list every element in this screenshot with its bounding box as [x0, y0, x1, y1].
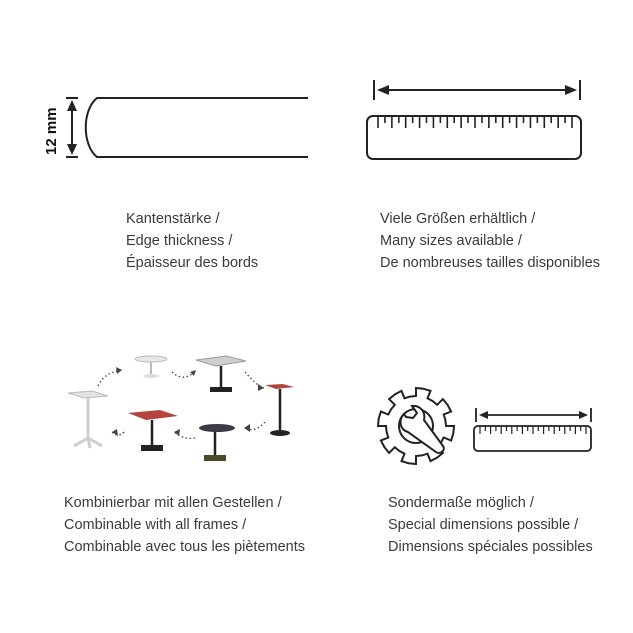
board-edge-profile — [86, 98, 308, 157]
caption-line-de: Viele Größen erhältlich / — [380, 211, 536, 227]
many-sizes-caption — [380, 208, 600, 274]
gear-wrench-icon — [378, 388, 454, 464]
caption-line-fr: Combinable avec tous les piètements — [64, 539, 305, 555]
caption-line-fr: De nombreuses tailles disponibles — [380, 255, 601, 271]
grey-square-table — [196, 356, 246, 392]
special-width-arrow-icon — [476, 408, 591, 422]
caption-line-fr: Épaisseur des bords — [126, 255, 259, 271]
caption-line-de: Kombinierbar mit allen Gestellen / — [64, 495, 282, 511]
caption-line-de: Sondermaße möglich / — [388, 495, 534, 511]
round-white-table — [135, 356, 167, 378]
tall-grey-table — [68, 391, 108, 448]
ruler-icon — [367, 116, 581, 159]
frames-caption — [64, 492, 305, 558]
caption-line-en: Edge thickness / — [126, 233, 233, 249]
thickness-arrow-icon — [66, 98, 78, 157]
connector-arrows — [98, 370, 265, 439]
special-ruler-icon — [474, 426, 591, 451]
caption-line-de: Kantenstärke / — [126, 211, 220, 227]
caption-line-en: Special dimensions possible / — [388, 517, 579, 533]
caption-line-en: Many sizes available / — [380, 233, 522, 249]
width-arrow-icon — [374, 80, 580, 100]
edge-thickness-caption — [126, 208, 258, 274]
caption-line-en: Combinable with all frames / — [64, 517, 247, 533]
caption-line-fr: Dimensions spéciales possibles — [388, 539, 593, 555]
special-dimensions-caption — [388, 492, 593, 558]
edge-thickness-label: 12 mm — [43, 107, 60, 155]
red-bar-table — [265, 384, 294, 436]
dark-round-table — [199, 424, 235, 461]
red-square-table — [128, 410, 178, 451]
